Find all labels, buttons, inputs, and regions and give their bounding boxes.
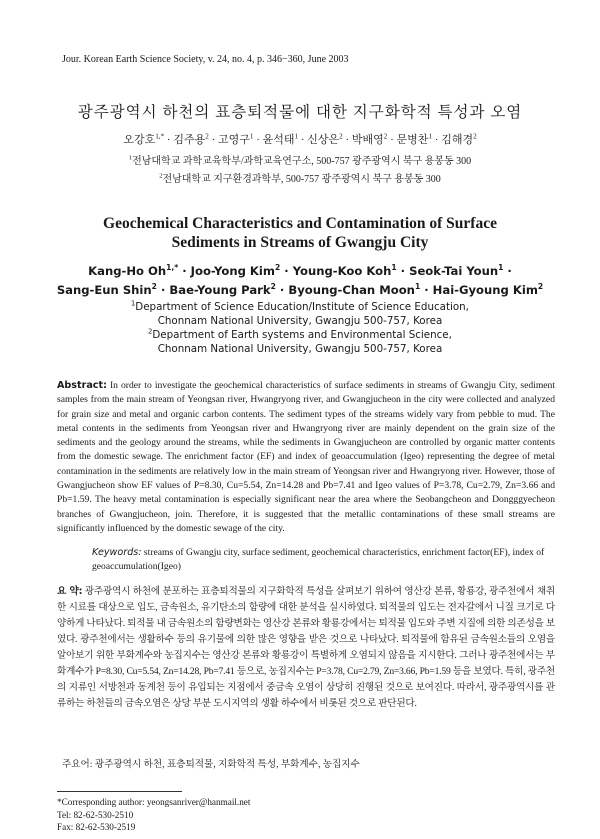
korean-affiliation-1 (0, 152, 600, 167)
english-keywords (92, 546, 555, 575)
keywords-label: Keywords: (92, 547, 142, 558)
english-title-line-1: Geochemical Characteristics and Contamination of Surface (103, 215, 497, 232)
korean-abstract-label: 요 약: (57, 586, 83, 597)
affiliation-text: Chonnam National University, Gwangju 500-757, Korea (157, 343, 443, 355)
author-affiliation-marker: 1,* (166, 263, 179, 273)
author-affiliation-marker: 2 (274, 263, 281, 273)
author-affiliation-marker: 2 (537, 282, 544, 292)
corresponding-author: *Corresponding author: yeongsanriver@hanmail.net (57, 797, 251, 807)
english-affiliation-line (0, 314, 600, 328)
affiliation-text: 전남대학교 과학교육학부/과학교육연구소, 500-757 광주광역시 북구 용봉동 300 (132, 156, 472, 167)
korean-author-name: 박배영 (351, 134, 384, 146)
affiliation-text: 전남대학교 지구환경과학부, 500-757 광주광역시 북구 용봉동 300 (162, 174, 441, 185)
affiliation-text: Chonnam National University, Gwangju 500-757, Korea (157, 315, 443, 327)
author-separator: · (387, 134, 397, 146)
footnotes (57, 796, 250, 834)
english-author-name: Young-Koo Koh (292, 264, 392, 278)
abstract-text: In order to investigate the geochemical characteristics of surface sediments in streams of Gwangju City, sediment samples from the main stream of Yeongsan river, Hwangryong river, and Gwangjucheon in the city were collected and analyzed for grain size and metal and organic carbon contents. The sediment types of the streams widely vary from pebble to mud. The metal contents in the sediments from Yeongsan river and Hwangryong river are mainly dependent on the grain size of the sediments and the geology around the streams, while the sediments in Gwangjucheon are controlled by organic matter contents from the domestic sewage. The enrichment factor (EF) and index of geoaccumulation (Igeo) representing the degree of metal contamination in the sediments are relatively low in the main stream of Yeongsan river and Hwangryong river. However, those of Gwangjucheon show EF values of P=8.30, Cu=5.54, Zn=14.28 and Pb=7.41 and Igeo values of P=3.78, Cu=2.79, Zn=3.66 and Pb=1.59. The heavy metal contamination is especially significant near the area where the Seobangcheon and Dongggyecheon branches of Gwangjucheon, join. Therefore, it is suggested that the metallic contaminations of these small streams are significantly influenced by the domestic sewage of the city. (57, 380, 556, 534)
korean-author-name: 오강호 (123, 134, 156, 146)
author-affiliation-marker: 2 (473, 132, 477, 141)
korean-affiliation-2 (0, 170, 600, 185)
english-title (0, 214, 600, 252)
journal-citation: Jour. Korean Earth Science Society, v. 24, no. 4, p. 346−360, June 2003 (62, 54, 349, 65)
english-author-name: Joo-Yong Kim (190, 264, 275, 278)
author-separator: · (280, 264, 293, 278)
english-abstract (57, 379, 555, 536)
korean-author-name: 윤석태 (262, 134, 295, 146)
author-separator: · (275, 283, 289, 297)
korean-author-name: 고영구 (217, 134, 250, 146)
english-author-name: Hai-Gyoung Kim (432, 283, 538, 297)
korean-author-name: 문병찬 (396, 134, 429, 146)
telephone: Tel: 82-62-530-2510 (57, 809, 134, 820)
author-affiliation-marker: 2 (383, 132, 388, 141)
korean-abstract (57, 584, 555, 712)
author-separator: · (298, 134, 308, 146)
author-separator: · (178, 264, 191, 278)
author-separator: · (396, 264, 410, 278)
author-separator: · (164, 134, 174, 146)
author-separator: · (253, 134, 263, 146)
affiliation-marker: 1 (128, 154, 133, 162)
affiliation-marker: 1 (131, 299, 136, 308)
author-separator: · (156, 283, 170, 297)
author-separator: · (432, 134, 442, 146)
english-title-line-2: Sediments in Streams of Gwangju City (171, 234, 429, 251)
affiliation-text: Department of Earth systems and Environmental Science, (152, 329, 452, 341)
author-affiliation-marker: 1 (498, 263, 504, 273)
korean-author-name: 신상은 (307, 134, 340, 146)
korean-keywords-text: 광주광역시 하천, 표층퇴적물, 지화학적 특성, 부화계수, 농집지수 (94, 759, 360, 770)
english-affiliations (0, 300, 600, 356)
korean-keywords (62, 756, 555, 770)
english-affiliation-line (0, 300, 600, 314)
author-affiliation-marker: 2 (205, 132, 209, 141)
english-affiliation-line (0, 342, 600, 356)
english-authors (0, 262, 600, 300)
affiliation-marker: 2 (148, 327, 153, 336)
abstract-label: Abstract: (57, 380, 107, 391)
author-affiliation-marker: 1,* (155, 132, 165, 141)
footnote-divider (57, 791, 182, 792)
author-affiliation-marker: 1 (391, 263, 397, 273)
korean-authors (0, 131, 600, 147)
english-author-name: Kang-Ho Oh (88, 264, 167, 278)
author-affiliation-marker: 2 (270, 282, 276, 292)
english-author-name: Sang-Eun Shin (56, 283, 152, 297)
author-separator: · (208, 134, 218, 146)
english-author-name: Bae-Young Park (169, 283, 271, 297)
author-affiliation-marker: 2 (151, 282, 157, 292)
author-affiliation-marker: 1 (428, 132, 433, 141)
english-authors-line-2 (0, 281, 600, 300)
keywords-text: streams of Gwangju city, surface sediment, geochemical characteristics, enrichment factor(EF), index of geoaccumulation(Igeo) (92, 547, 545, 573)
english-author-name: Byoung-Chan Moon (288, 283, 415, 297)
english-author-name: Seok-Tai Youn (409, 264, 499, 278)
author-affiliation-marker: 2 (339, 132, 343, 141)
fax: Fax: 82-62-530-2519 (57, 822, 136, 832)
korean-abstract-text: 광주광역시 하천에 분포하는 표층퇴적물의 지구화학적 특성을 살펴보기 위하여 영산강 본류, 황룡강, 광주천에서 채취한 시료를 대상으로 입도, 금속원소, 유기탄소의 함량에 대한 분석을 실시하였다. 퇴적물의 입도는 전자갈에서 니질 크기로 다양하게 나타났다. 퇴적물 내 금속원소의 함량변화는 영산강 본류와 황룡강에서는 퇴적물 입도와 주변 지질에 의한 의존성을 보였다. 광주천에서는 생활하수 등의 유기물에 의한 많은 영향을 받은 것으로 나타났다. 퇴적물에 함유된 금속원소들의 오염을 알아보기 위한 부화계수와 농집지수는 영산강 본류와 황룡강이 특별하게 오염되지 않음을 지시한다. 그러나 광주천에서는 부화계수가 P=8.30, Cu=5.54, Zn=14.28, Pb=7.41 등으로, 농집지수는 P=3.78, Cu=2.79, Zn=3.66, Pb=1.59 등을 보였다. 특히, 광주천의 지류인 서방천과 동계천 등이 유입되는 지점에서 중금속 오염이 상당히 진행된 것으로 보여진다. 따라서, 광주광역시를 관류하는 하천들의 금속오염은 상당 부분 도시지역의 생활 하수에서 비롯된 것으로 판단된다. (57, 586, 555, 709)
english-affiliation-line (0, 328, 600, 342)
korean-keywords-label: 주요어: (62, 759, 93, 770)
author-affiliation-marker: 1 (249, 132, 254, 141)
affiliation-text: Department of Science Education/Institute of Science Education, (135, 301, 469, 313)
korean-title: 광주광역시 하천의 표층퇴적물에 대한 지구화학적 특성과 오염 (77, 104, 523, 121)
author-separator: · (420, 283, 433, 297)
korean-author-name: 김해경 (441, 134, 474, 146)
affiliation-marker: 2 (159, 172, 163, 180)
author-affiliation-marker: 1 (414, 282, 421, 292)
author-separator: · (503, 264, 512, 278)
english-authors-line-1 (0, 262, 600, 281)
author-separator: · (342, 134, 352, 146)
author-affiliation-marker: 1 (294, 132, 299, 141)
korean-author-name: 김주용 (173, 134, 206, 146)
